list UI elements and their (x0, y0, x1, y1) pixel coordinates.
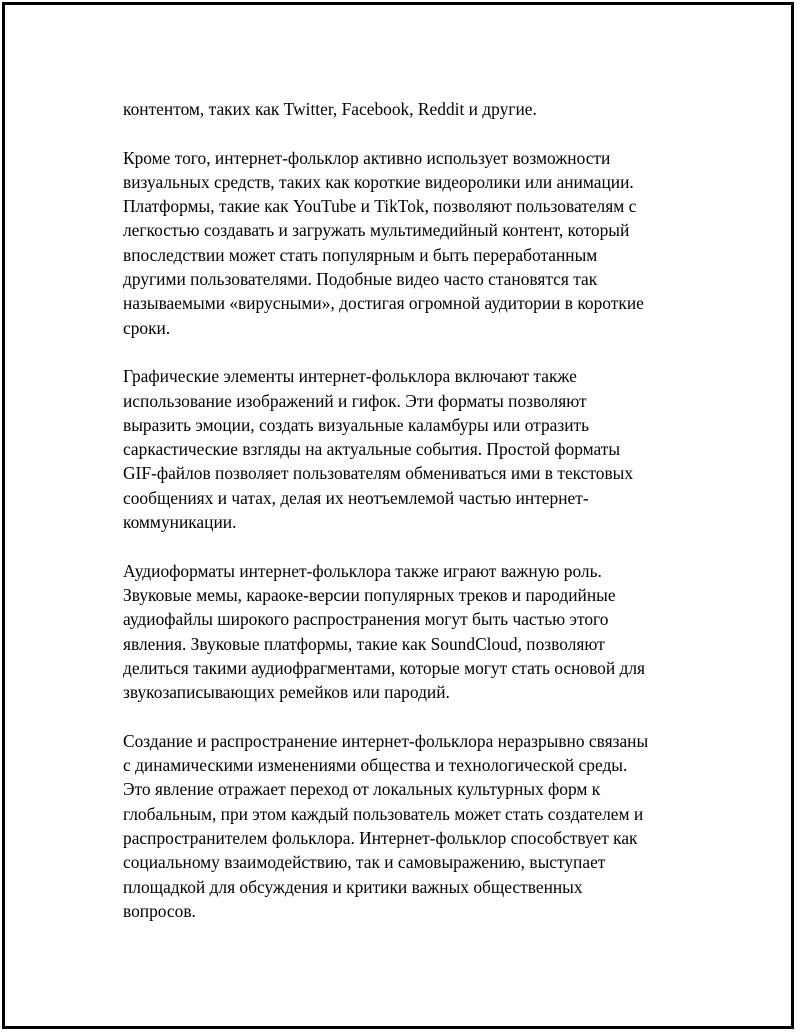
paragraph-3: Графические элементы интернет-фольклора включают также использование изображений и гифок. Эти форматы позволяют выразить эмоции, создать визуальные каламбуры или отразить саркастические взгляды на актуальные события. Простой форматы GIF-файлов позволяет пользователям обмениваться ими в текстовых сообщениях и чатах, делая их неотъемлемой частью интернет- коммуникации. (123, 366, 634, 533)
page-frame (2, 2, 794, 1029)
paragraph-1: контентом, таких как Twitter, Facebook, Reddit и другие. (123, 99, 537, 119)
document-body (123, 97, 683, 947)
paragraph-4: Аудиоформаты интернет-фольклора также играют важную роль. Звуковые мемы, караоке-версии популярных треков и пародийные аудиофайлы широкого распространения могут быть частью этого явления. Звуковые платформы, такие как SoundCloud, позволяют делиться такими аудиофрагментами, которые могут стать основой для звукозаписывающих ремейков или пародий. (123, 560, 646, 703)
paragraph-2: Кроме того, интернет-фольклор активно использует возможности визуальных средств, таких как короткие видеоролики или анимации. Платформы, такие как YouTube и TikTok, позволяют пользователям с легкостью создавать и загружать мультимедийный контент, который впоследствии может стать популярным и быть переработанным другими пользователями. Подобные видео часто становятся так называемыми «вирусными», достигая огромной аудитории в короткие сроки. (123, 147, 644, 338)
paragraph-5: Создание и распространение интернет-фольклора неразрывно связаны с динамическими изменениями общества и технологической среды. Это явление отражает переход от локальных культурных форм к глобальным, при этом каждый пользователь может стать создателем и распространителем фольклора. Интернет-фольклор способствует как социальному взаимодействию, так и самовыражению, выступает площадкой для обсуждения и критики важных общественных вопросов. (123, 730, 649, 921)
